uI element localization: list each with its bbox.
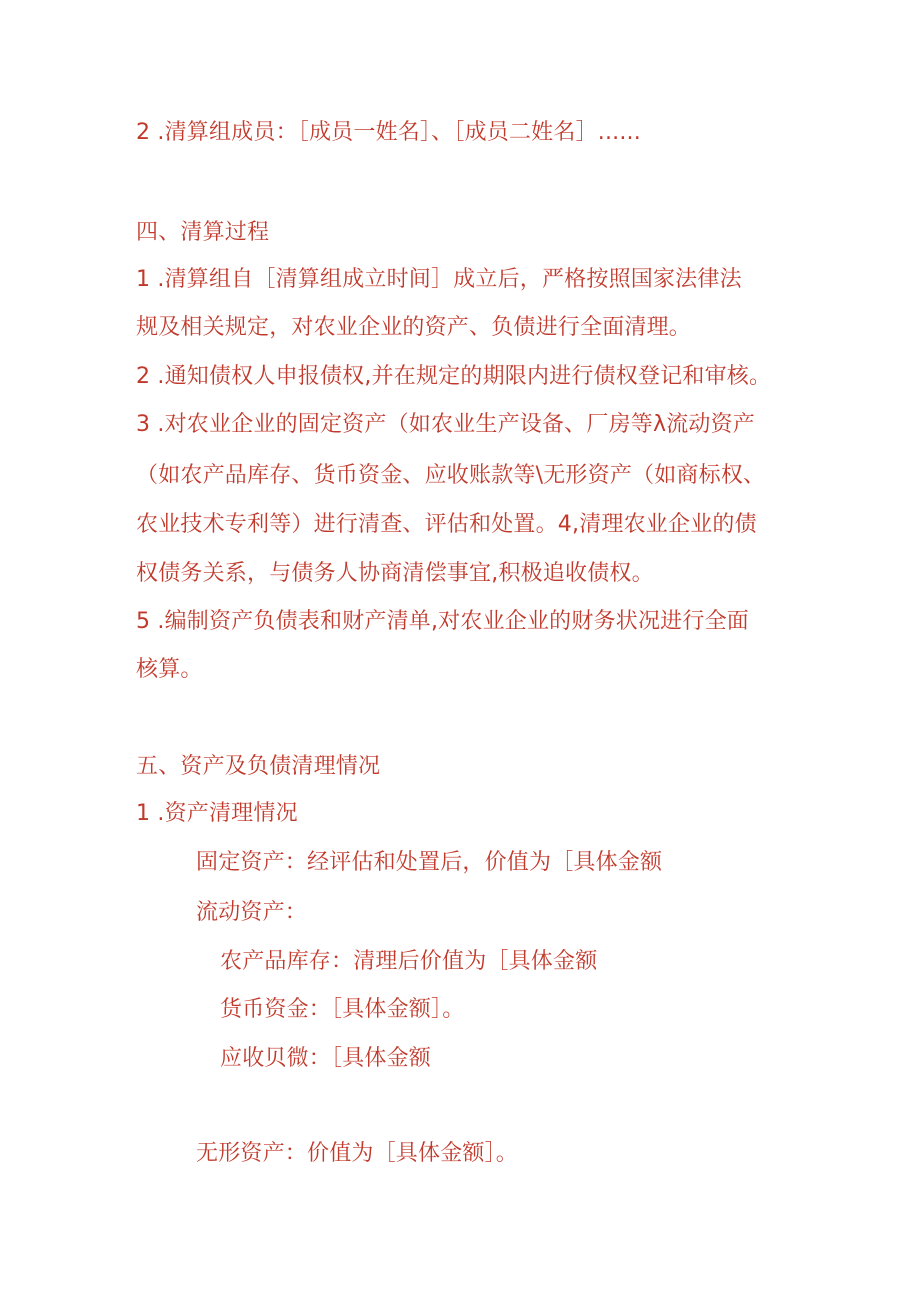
section-4-item-5-line-2: 核算。: [136, 657, 203, 682]
section-5-heading: 五、资产及负债清理情况: [136, 754, 381, 779]
section-4-item-1-line-1: 1 .清算组自［清算组成立时间］成立后，严格按照国家法律法: [136, 267, 742, 292]
section-4-item-3-line-2: （如农产品库存、货币资金、应收账款等\无形资产（如商标权、: [136, 463, 766, 488]
section-4-item-3-line-1: 3 .对农业企业的固定资产（如农业生产设备、厂房等λ流动资产: [136, 412, 756, 437]
section-4-item-5-line-1: 5 .编制资产负债表和财产清单,对农业企业的财务状况进行全面: [136, 609, 749, 634]
section-4-item-1-line-2: 规及相关规定，对农业企业的资产、负债进行全面清理。: [136, 315, 692, 340]
fixed-assets-line: 固定资产：经评估和处置后，价值为［具体金额: [196, 850, 663, 875]
asset-clearing-subheading: 1 .资产清理情况: [136, 801, 298, 826]
section-4-item-3-line-4: 权债务关系，与债务人协商清偿事宜,积极追收债权。: [136, 561, 654, 586]
section-4-item-2: 2 .通知债权人申报债权,并在规定的期限内进行债权登记和审核。: [136, 364, 772, 389]
receivables-line: 应收贝微：［具体金额: [220, 1046, 432, 1071]
clearing-team-members-line: 2 .清算组成员：［成员一姓名］、［成员二姓名］......: [136, 120, 641, 145]
cash-line: 货币资金：［具体金额］。: [220, 997, 465, 1022]
intangible-assets-line: 无形资产：价值为［具体金额］。: [196, 1141, 519, 1166]
inventory-line: 农产品库存：清理后价值为［具体金额: [220, 949, 598, 974]
section-4-heading: 四、清算过程: [136, 220, 270, 245]
current-assets-line: 流动资产：: [196, 900, 308, 925]
section-4-item-3-line-3: 农业技术专利等）进行清查、评估和处置。4,清理农业企业的债: [136, 512, 757, 537]
